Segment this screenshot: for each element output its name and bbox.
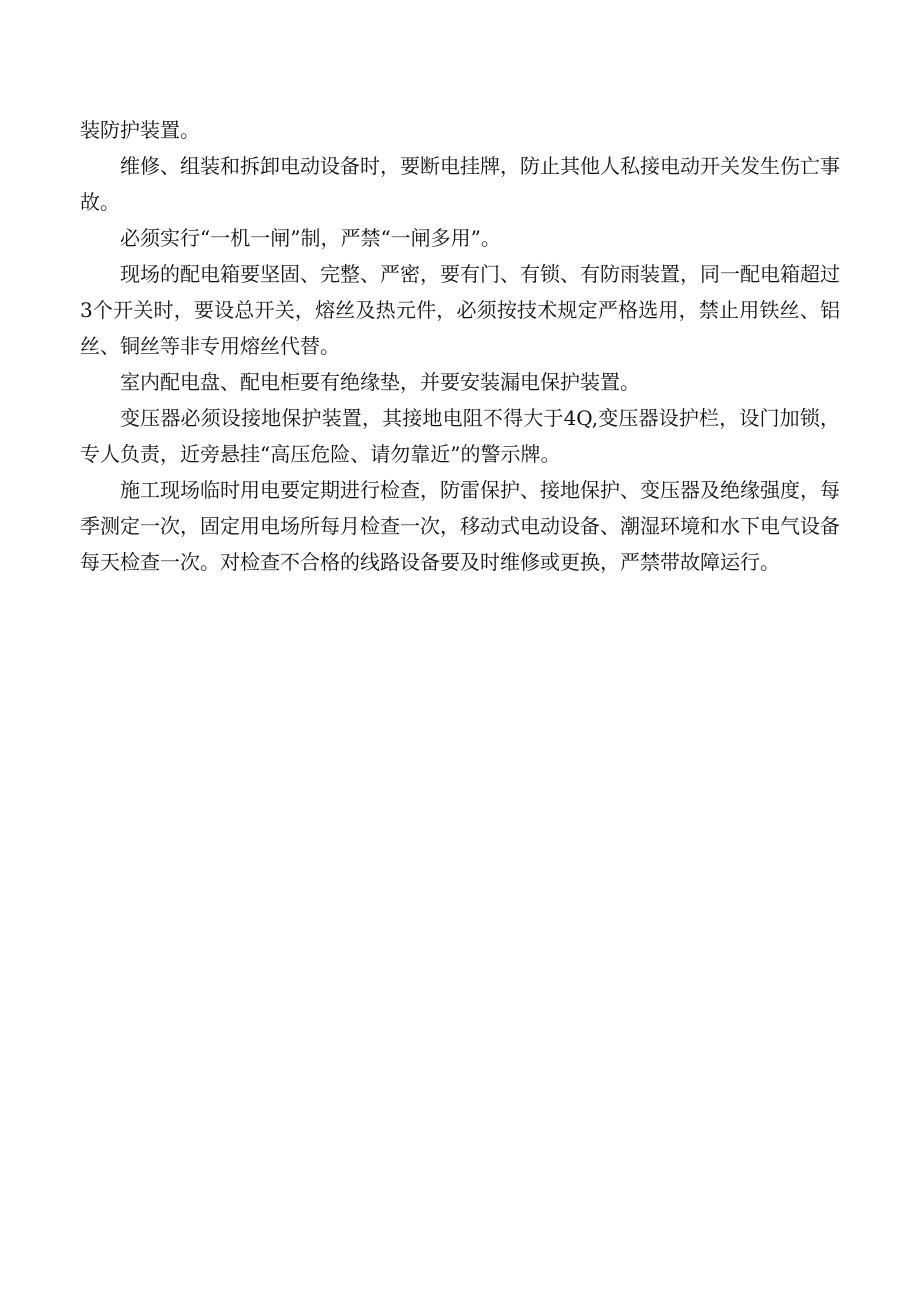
paragraph-periodic-inspection: 施工现场临时用电要定期进行检查，防雷保护、接地保护、变压器及绝缘强度，每季测定一次，固定用电场所每月检查一次，移动式电动设备、潮湿环境和水下电气设备每天检查一次。对检查不合格的线路设备要及时维修或更换，严禁带故障运行。 (80, 478, 840, 574)
paragraph-transformer: 变压器必须设接地保护装置，其接地电阻不得大于4Q,变压器设护栏，设门加锁，专人负责，近旁悬挂“高压危险、请勿靠近”的警示牌。 (80, 406, 840, 466)
paragraph-one-machine-one-switch: 必须实行“一机一闸”制，严禁“一闸多用”。 (120, 226, 501, 250)
paragraph-continuation: 装防护装置。 (80, 118, 200, 142)
paragraph-distribution-box: 现场的配电箱要坚固、完整、严密，要有门、有锁、有防雨装置，同一配电箱超过3个开关时，要设总开关，熔丝及热元件，必须按技术规定严格选用，禁止用铁丝、铝丝、铜丝等非专用熔丝代替。 (80, 262, 840, 358)
document-body (80, 112, 840, 580)
paragraph-indoor-panel: 室内配电盘、配电柜要有绝缘垫，并要安装漏电保护装置。 (120, 370, 640, 394)
paragraph-maintenance-power-off: 维修、组装和拆卸电动设备时，要断电挂牌，防止其他人私接电动开关发生伤亡事故。 (80, 154, 840, 214)
